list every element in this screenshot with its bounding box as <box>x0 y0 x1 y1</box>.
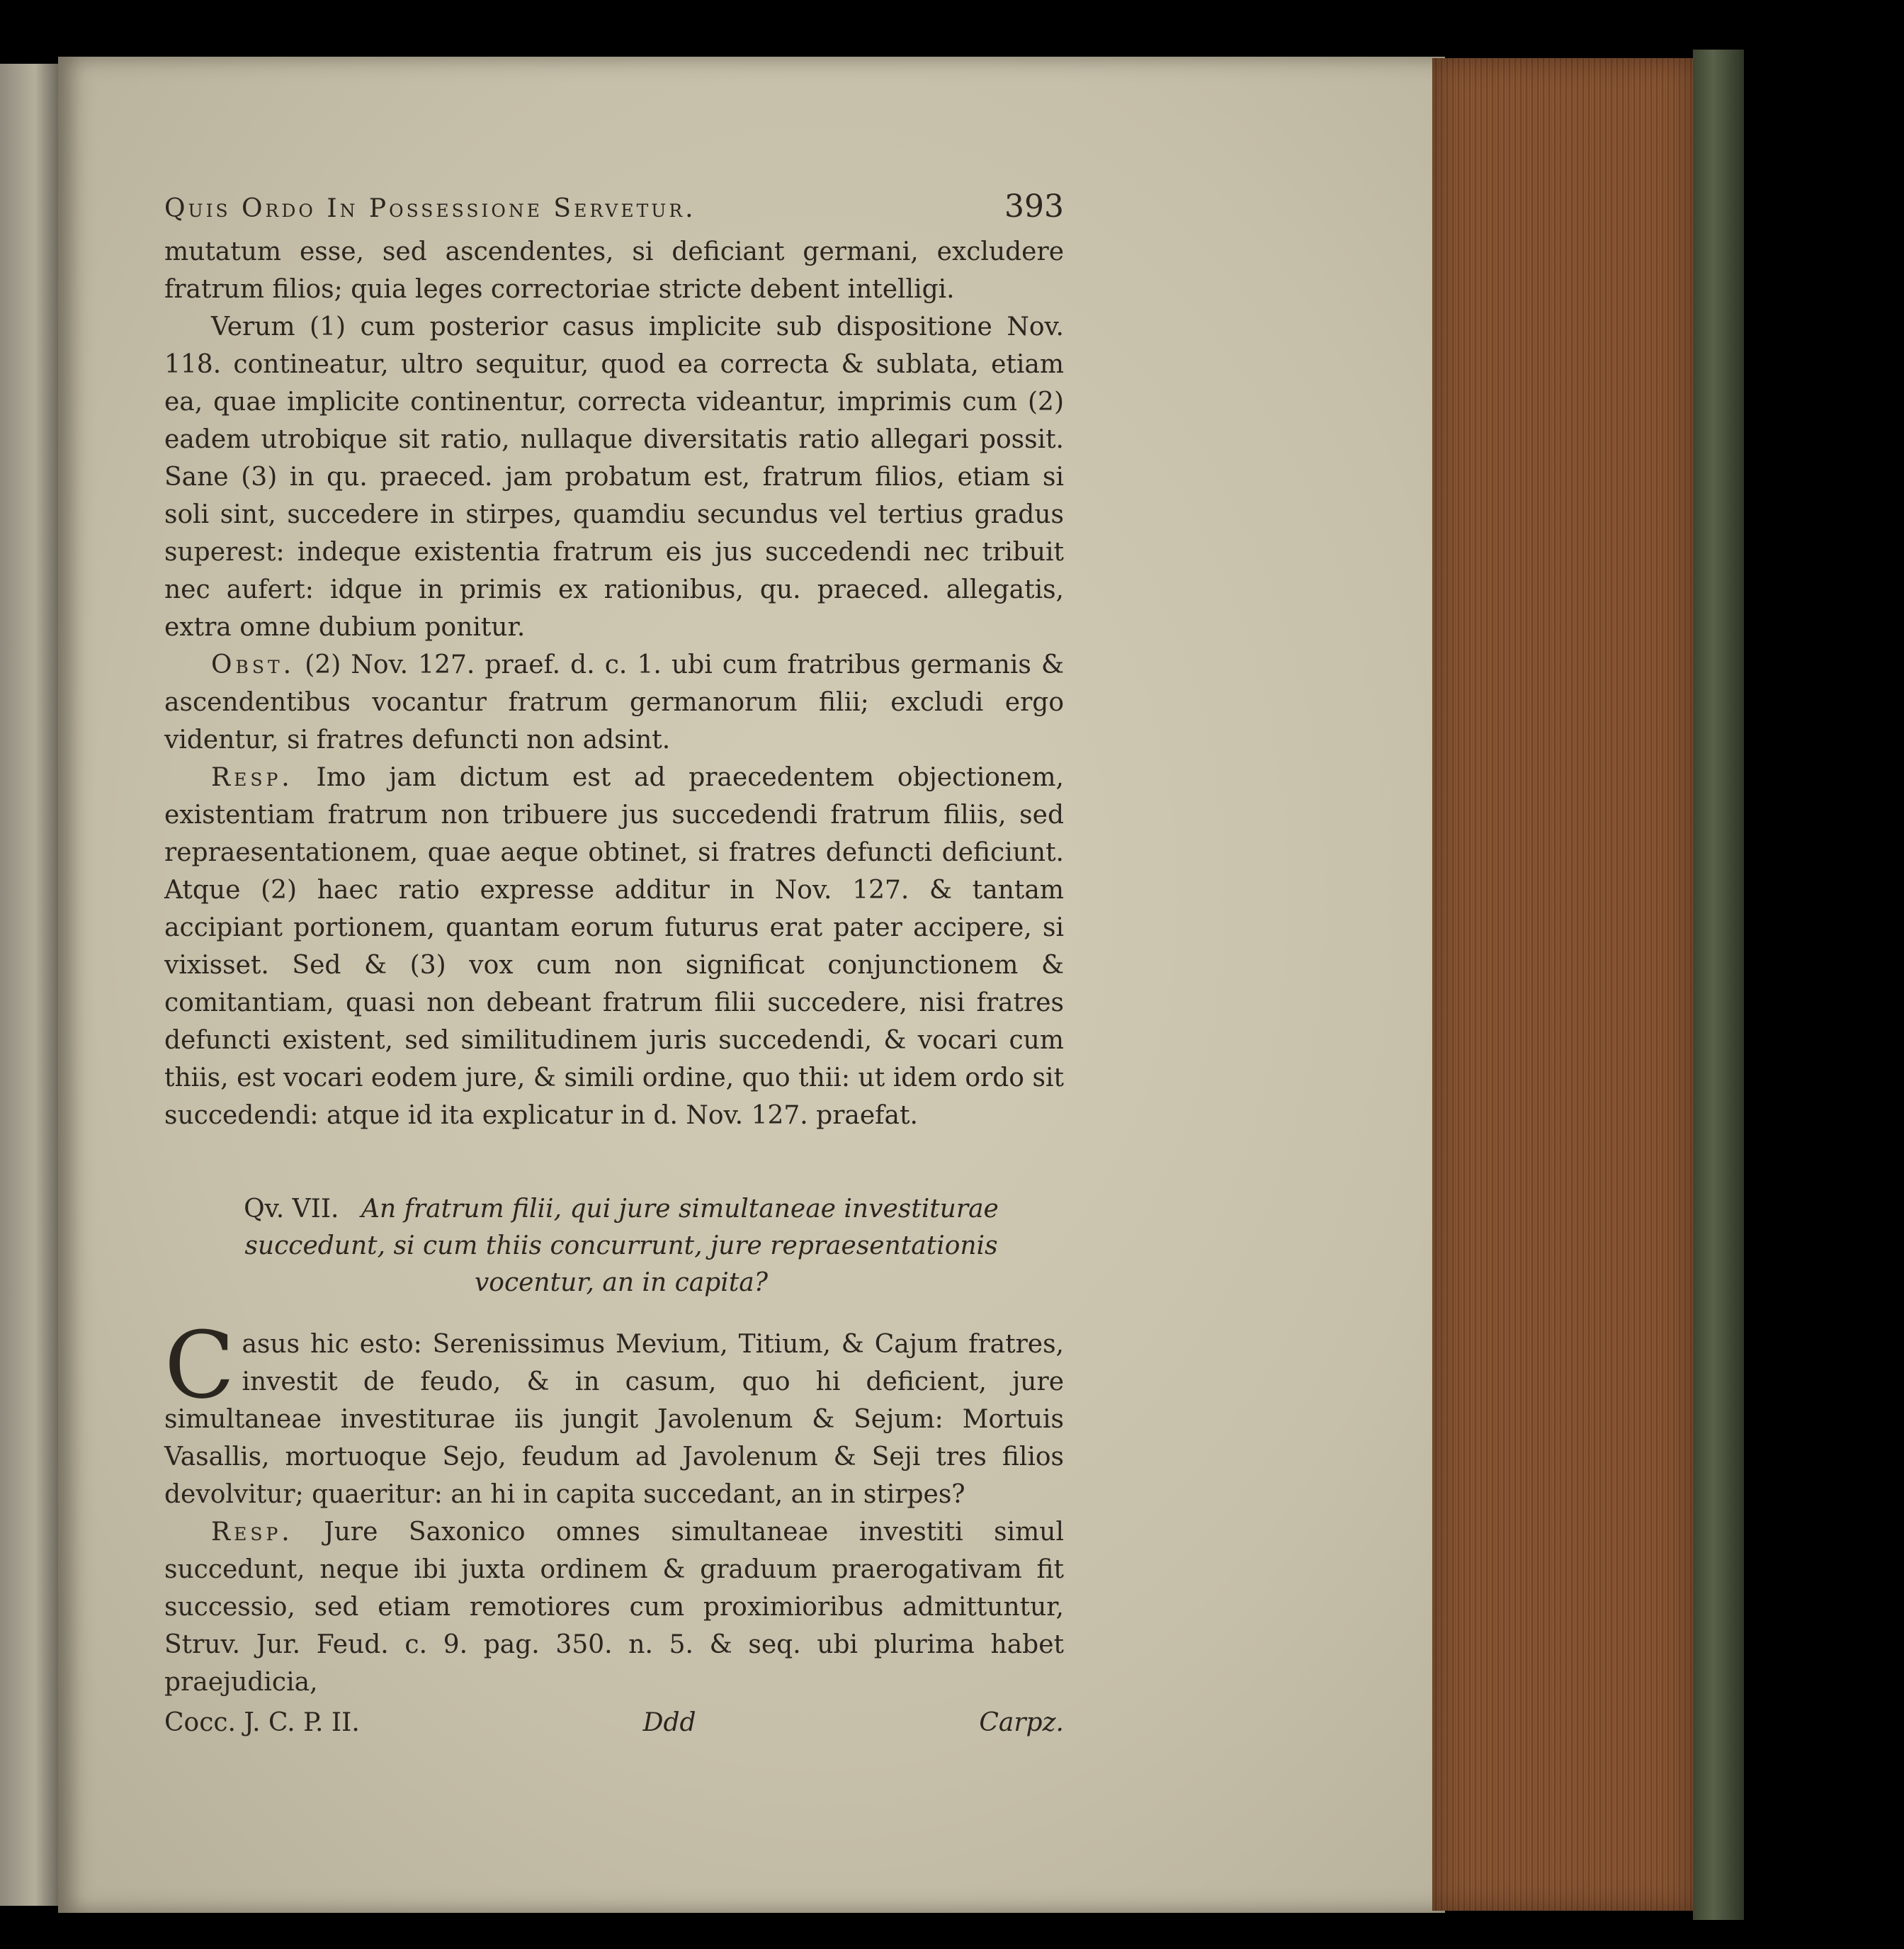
response-text-2: Jure Saxonico omnes simultaneae investiti simul succedunt, neque ibi juxta ordinem & graduum praerogativam fit successio, sed etiam remotiores cum proximioribus admittuntur, Struv. Jur. Feud. c. 9. pag. 350. n. 5. & seq. ubi plurima habet praejudicia, <box>164 1518 1064 1697</box>
question-number: Qv. VII. <box>244 1194 339 1224</box>
response-label-1: Resp. <box>211 763 293 792</box>
catchword: Carpz. <box>979 1708 1064 1737</box>
response-paragraph-1 <box>164 759 1064 1134</box>
left-page-edge <box>0 64 62 1906</box>
question-heading <box>207 1191 1036 1301</box>
page-number: 393 <box>1004 188 1064 225</box>
response-label-2: Resp. <box>211 1518 293 1547</box>
case-text: asus hic esto: Serenissimus Mevium, Titium, & Cajum fratres, investit de feudo, & in casum, quo hi deficient, jure simultaneae investiturae iis jungit Javolenum & Sejum: Mortuis Vasallis, mortuoque Sejo, feudum ad Javolenum & Seji tres filios devolvitur; quaeritur: an hi in capita succedant, an in stirpes? <box>164 1330 1064 1509</box>
running-head-title: Quis Ordo In Possessione Servetur. <box>164 194 696 223</box>
question-text: An fratrum filii, qui jure simultaneae investiturae succedunt, si cum thiis concurrunt, jure repraesentationis vocentur, an in capita? <box>244 1194 999 1297</box>
page-block-edges <box>1432 58 1694 1911</box>
footer-volume: Cocc. J. C. P. II. <box>164 1708 360 1737</box>
objection-label: Obst. <box>211 650 295 679</box>
objection-paragraph <box>164 646 1064 759</box>
response-paragraph-2 <box>164 1513 1064 1701</box>
page-footer <box>164 1704 1064 1741</box>
objection-text: (2) Nov. 127. praef. d. c. 1. ubi cum fratribus germanis & ascendentibus vocantur fratrum germanorum filii; excludi ergo videntur, si fratres defuncti non adsint. <box>164 650 1064 755</box>
book-cover <box>1693 50 1744 1920</box>
case-paragraph <box>164 1311 1064 1513</box>
paragraph-verum: Verum (1) cum posterior casus implicite sub dispositione Nov. 118. contineatur, ultro sequitur, quod ea correcta & sublata, etiam ea, quae implicite continentur, correcta videantur, imprimis cum (2) eadem utrobique sit ratio, nullaque diversitatis ratio allegari possit. Sane (3) in qu. praeced. jam probatum est, fratrum filios, etiam si soli sint, succedere in stirpes, quamdiu secundus vel tertius gradus superest: indeque existentia fratrum eis jus succedendi nec tribuit nec aufert: idque in primis ex rationibus, qu. praeced. allegatis, extra omne dubium ponitur. <box>164 312 1064 642</box>
running-head <box>164 188 1064 227</box>
response-text-1: Imo jam dictum est ad praecedentem objectionem, existentiam fratrum non tribuere jus succedendi fratrum filiis, sed repraesentationem, quae aeque obtinet, si fratres defuncti deficiunt. Atque (2) haec ratio expresse additur in Nov. 127. & tantam accipiant portionem, quantam eorum futurus erat pater accipere, si vixisset. Sed & (3) vox cum non significat conjunctionem & comitantiam, quasi non debeant fratrum filii succedere, nisi fratres defuncti existent, sed similitudinem juris succedendi, & vocari cum thiis, est vocari eodem jure, & simili ordine, quo thii: ut idem ordo sit succedendi: atque id ita explicatur in d. Nov. 127. praefat. <box>164 763 1064 1130</box>
drop-cap: C <box>164 1311 235 1419</box>
signature-mark: Ddd <box>642 1708 696 1737</box>
page-text <box>164 188 1064 1741</box>
paragraph-continuation: mutatum esse, sed ascendentes, si deficiant germani, excludere fratrum filios; quia leges correctoriae stricte debent intelligi. <box>164 237 1064 304</box>
